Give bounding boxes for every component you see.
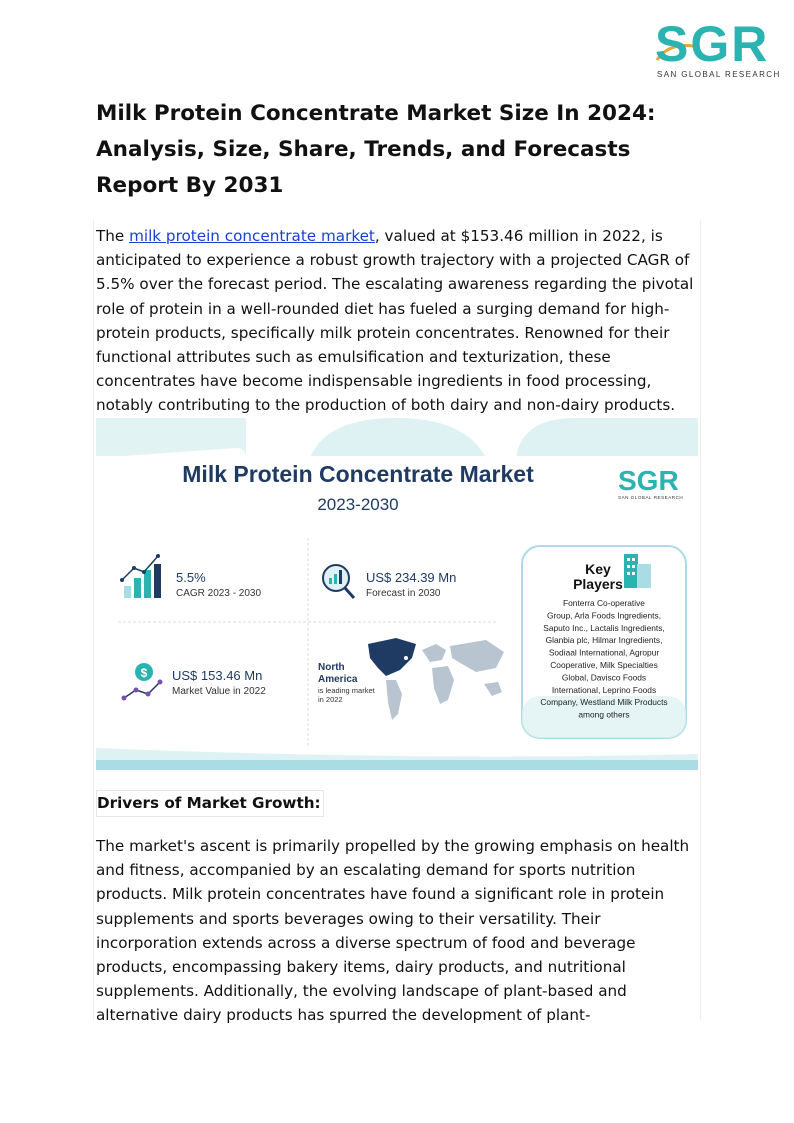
cagr-value: 5.5% xyxy=(176,570,206,585)
region-name-line1: North xyxy=(318,662,345,673)
market-link[interactable]: milk protein concentrate market xyxy=(129,227,375,245)
key-player-line: International, Leprino Foods xyxy=(551,684,657,695)
svg-text:$: $ xyxy=(140,666,148,680)
key-player-line: Glanbia plc, Hilmar Ingredients, xyxy=(545,635,663,646)
forecast-value: US$ 234.39 Mn xyxy=(366,570,457,585)
key-player-line: Cooperative, Milk Specialties xyxy=(550,660,658,670)
key-player-line: Fonterra Co-operative xyxy=(563,598,645,608)
market-value-label: Market Value in 2022 xyxy=(172,686,266,697)
page-title: Milk Protein Concentrate Market Size In 2024: Analysis, Size, Share, Trends, and Forecasts Report By 2031 xyxy=(96,101,656,198)
key-player-line: among others xyxy=(578,709,630,720)
key-player-line: Global, Davisco Foods xyxy=(561,672,647,683)
intro-rest: , valued at $153.46 million in 2022, is anticipated to experience a robust growth trajectory with a projected CAGR of 5.5% over the forecast period. The escalating awareness regarding the pivotal role of protein in a well-rounded diet has fueled a surging demand for high-protein products, specifically milk protein concentrates. Renowned for their functional attributes such as emulsification and texturization, these concentrates have become indispensable ingredients in food processing, notably contributing to the production of both dairy and non-dairy products. xyxy=(96,227,694,415)
market-infographic xyxy=(96,418,698,770)
key-player-line: Company, Westland Milk Products xyxy=(540,697,668,708)
key-players-title-1: Key xyxy=(585,561,611,577)
infographic-logo-text: SGR xyxy=(618,465,679,496)
key-player-line: Group, Arla Foods Ingredients, xyxy=(546,610,662,621)
drivers-heading: Drivers of Market Growth: xyxy=(96,790,324,817)
key-players-title-2: Players xyxy=(573,576,623,592)
sgr-logo xyxy=(655,18,779,80)
region-desc-line1: is leading market xyxy=(318,686,375,695)
key-player-line: Saputo Inc., Lactalis Ingredients, xyxy=(543,622,665,633)
infographic-title: Milk Protein Concentrate Market xyxy=(182,461,534,487)
intro-paragraph xyxy=(96,224,700,418)
logo-text: SGR xyxy=(655,16,770,72)
key-player-line: Sodiaal International, Agropur xyxy=(548,647,660,658)
region-name-line2: America xyxy=(318,674,358,685)
region-desc-line2: in 2022 xyxy=(318,695,343,704)
logo-subtitle: SAN GLOBAL RESEARCH xyxy=(657,70,781,79)
forecast-label: Forecast in 2030 xyxy=(366,588,441,599)
decor-arc-right xyxy=(516,418,698,458)
infographic-svg xyxy=(96,418,698,770)
market-value: US$ 153.46 Mn xyxy=(172,668,263,683)
intro-lead: The xyxy=(96,227,130,245)
drivers-paragraph: The market's ascent is primarily propelled by the growing emphasis on health and fitness, accompanied by an escalating demand for sports nutrition products. Milk protein concentrates have found a significant role in protein supplements and sports beverages owing to their versatility. Their incorporation extends across a diverse spectrum of food and beverage products, encompassing bakery items, dairy products, and nutritional supplements. Additionally, the evolving landscape of plant-based and alternative dairy products has spurred the development of plant- xyxy=(96,837,690,1025)
infographic-years: 2023-2030 xyxy=(317,495,399,514)
infographic-logo-sub: SAN GLOBAL RESEARCH xyxy=(618,495,684,500)
cagr-label: CAGR 2023 - 2030 xyxy=(176,588,262,599)
